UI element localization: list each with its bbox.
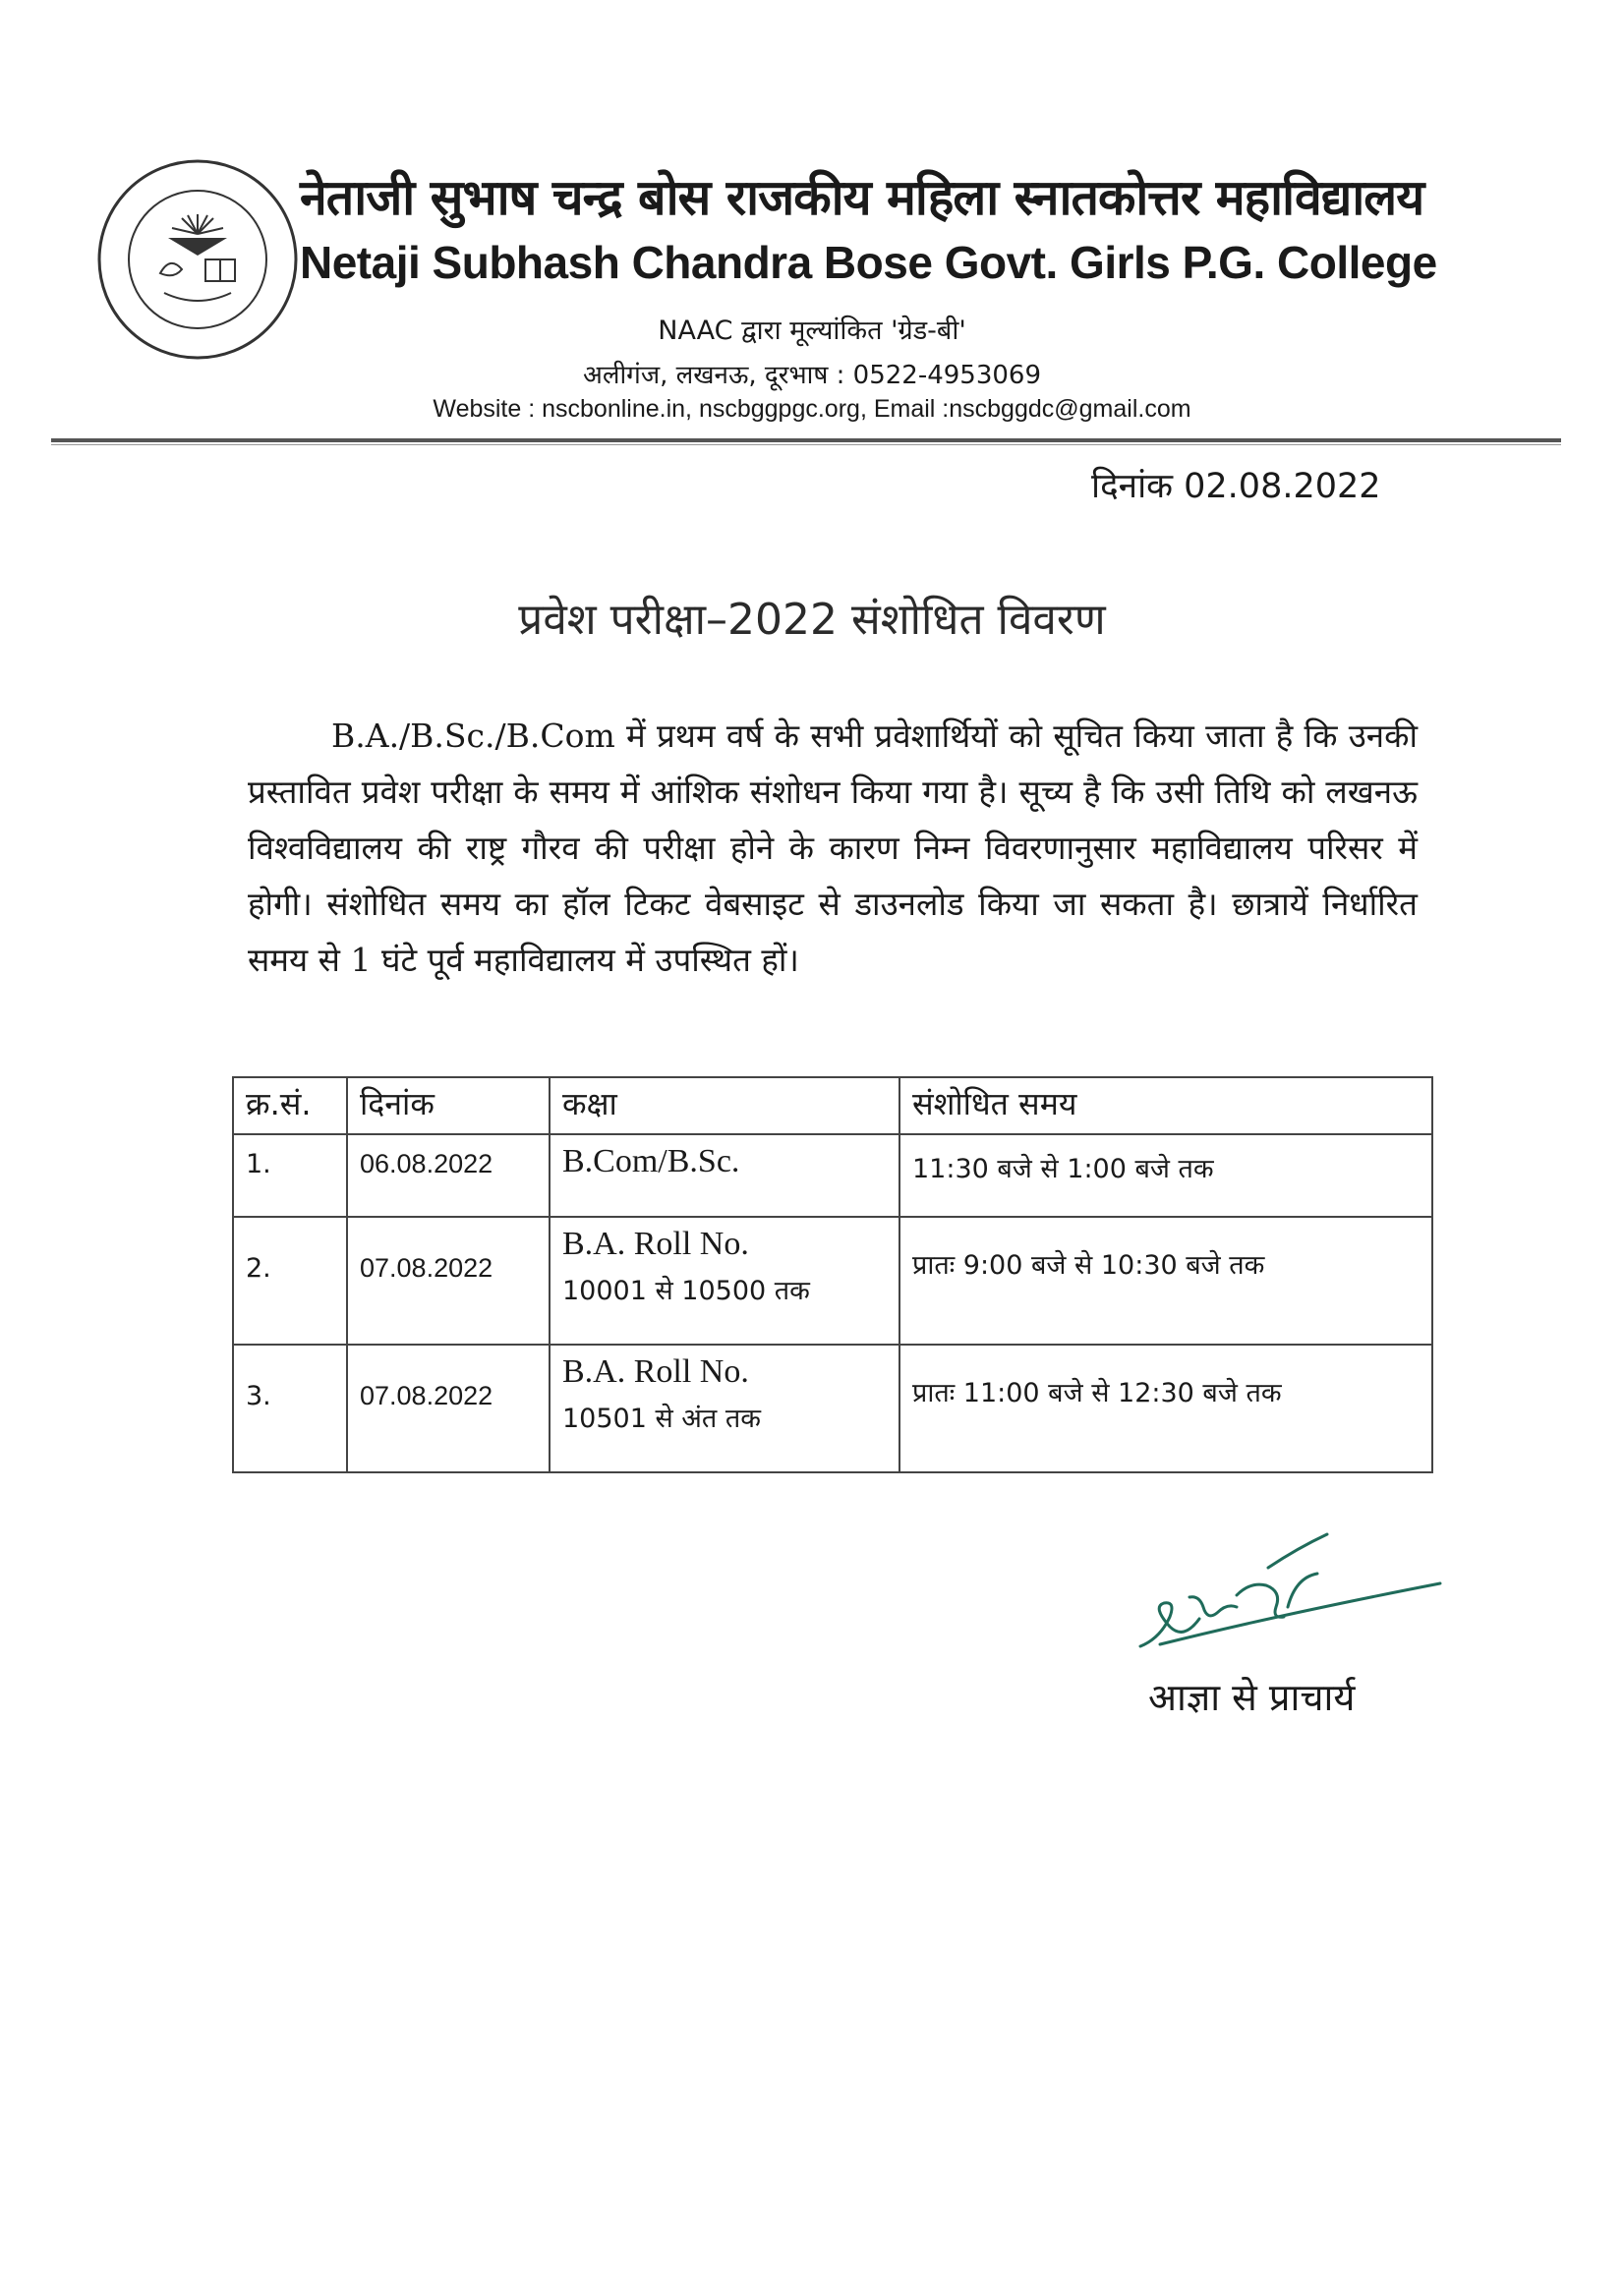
row-class-main: B.Com/B.Sc. bbox=[562, 1143, 740, 1179]
table-row bbox=[233, 1345, 1432, 1472]
row-class-main: B.A. Roll No. bbox=[562, 1353, 749, 1390]
header-serial: क्र.सं. bbox=[233, 1077, 347, 1134]
row-class bbox=[550, 1345, 899, 1472]
table-header-row bbox=[233, 1077, 1432, 1134]
row-serial: 2. bbox=[233, 1217, 347, 1345]
header-class: कक्षा bbox=[550, 1077, 899, 1134]
row-serial: 1. bbox=[233, 1134, 347, 1217]
address-phone-line: अलीगंज, लखनऊ, दूरभाष : 0522-4953069 bbox=[582, 361, 1042, 390]
row-class-range: 10001 से 10500 तक bbox=[562, 1276, 810, 1306]
principal-signoff: आज्ञा से प्राचार्य bbox=[1148, 1676, 1356, 1719]
website-email-line: Website : nscbonline.in, nscbggpgc.org, Email :nscbggdc@gmail.com bbox=[433, 395, 1191, 423]
header-date: दिनांक bbox=[347, 1077, 550, 1134]
schedule-table bbox=[232, 1076, 1433, 1473]
row-time: प्रातः 11:00 बजे से 12:30 बजे तक bbox=[899, 1345, 1432, 1472]
notice-heading: प्रवेश परीक्षा–2022 संशोधित विवरण bbox=[518, 595, 1106, 645]
row-class bbox=[550, 1217, 899, 1345]
header-divider bbox=[51, 438, 1561, 442]
row-date: 06.08.2022 bbox=[347, 1134, 550, 1217]
table-row bbox=[233, 1217, 1432, 1345]
row-time: प्रातः 9:00 बजे से 10:30 बजे तक bbox=[899, 1217, 1432, 1345]
college-name-english: Netaji Subhash Chandra Bose Govt. Girls P.G. College bbox=[300, 237, 1437, 288]
notice-body: B.A./B.Sc./B.Com में प्रथम वर्ष के सभी प्रवेशार्थियों को सूचित किया जाता है कि उनकी प्रस्तावित प्रवेश परीक्षा के समय में आंशिक संशोधन किया गया है। सूच्य है कि उसी तिथि को लखनऊ विश्वविद्यालय की राष्ट्र गौरव की परीक्षा होने के कारण निम्न विवरणानुसार महाविद्यालय परिसर में होगी। संशोधित समय का हॉल टिकट वेबसाइट से डाउनलोड किया जा सकता है। छात्रायें निर्धारित समय से 1 घंटे पूर्व महाविद्यालय में उपस्थित हों। bbox=[248, 717, 1418, 979]
header-revised-time: संशोधित समय bbox=[899, 1077, 1432, 1134]
row-class-main: B.A. Roll No. bbox=[562, 1226, 749, 1262]
naac-grade-line: NAAC द्वारा मूल्यांकित 'ग्रेड-बी' bbox=[658, 316, 966, 346]
table-row bbox=[233, 1134, 1432, 1217]
college-name-hindi: नेताजी सुभाष चन्द्र बोस राजकीय महिला स्नातकोत्तर महाविद्यालय bbox=[300, 169, 1424, 226]
row-class bbox=[550, 1134, 899, 1217]
notice-date: दिनांक 02.08.2022 bbox=[1091, 467, 1381, 506]
header-divider-thin bbox=[51, 444, 1561, 445]
row-time: 11:30 बजे से 1:00 बजे तक bbox=[899, 1134, 1432, 1217]
row-date: 07.08.2022 bbox=[347, 1345, 550, 1472]
row-serial: 3. bbox=[233, 1345, 347, 1472]
principal-signature bbox=[1121, 1528, 1455, 1676]
row-class-range: 10501 से अंत तक bbox=[562, 1404, 762, 1434]
row-date: 07.08.2022 bbox=[347, 1217, 550, 1345]
